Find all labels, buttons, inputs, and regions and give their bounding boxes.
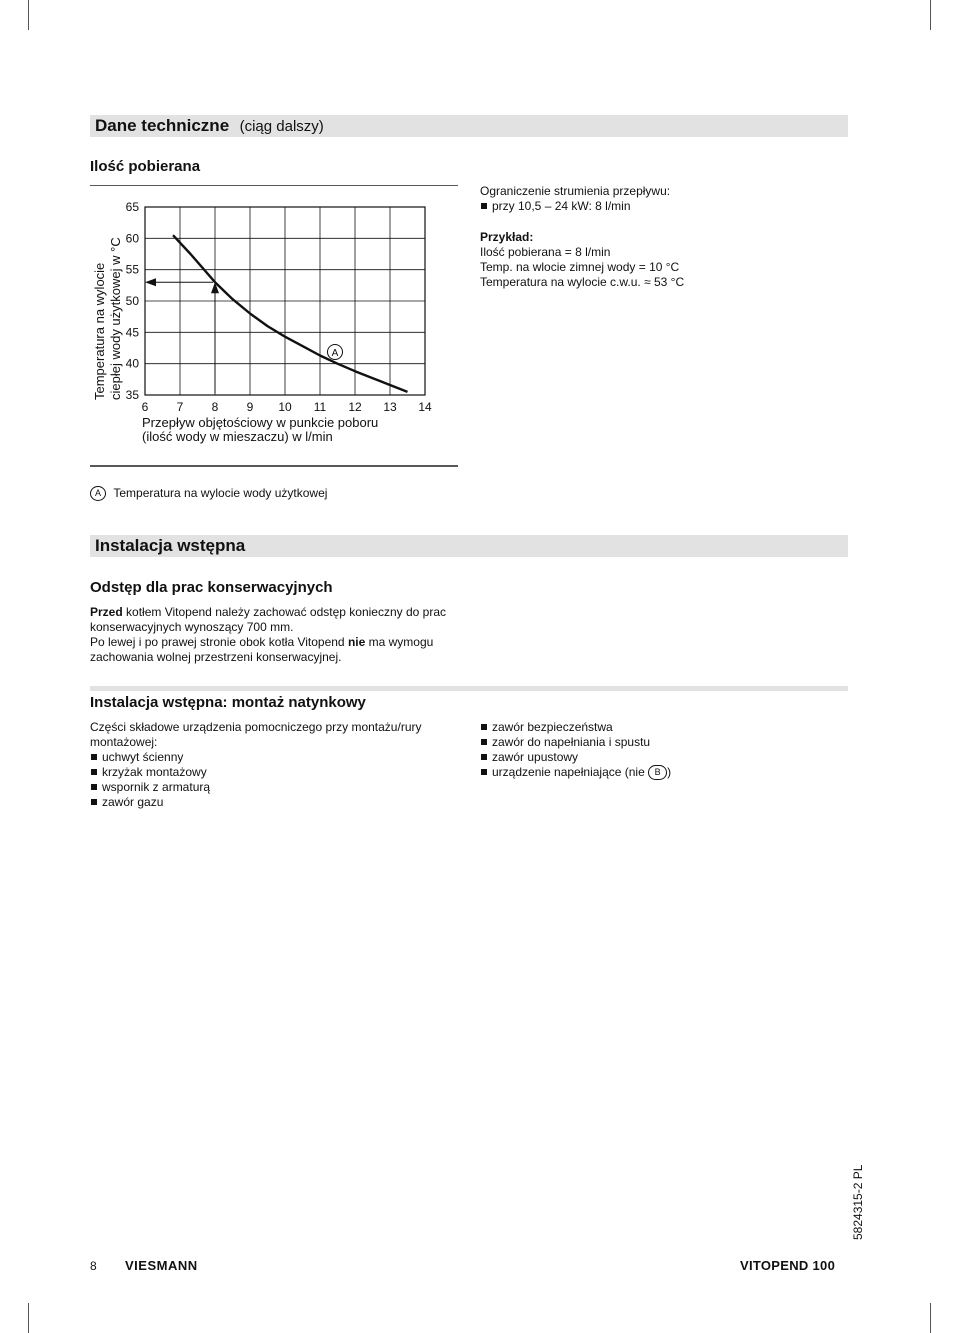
components-left-list	[90, 750, 460, 810]
page-subtitle: (ciąg dalszy)	[239, 118, 324, 135]
y-axis-label-line1: Temperatura na wylocie	[92, 262, 107, 400]
y-tick-label: 50	[125, 294, 139, 308]
p2-end: ma wymogu zachowania wolnej przestrzeni konserwacyjnej.	[90, 635, 434, 664]
section-heading-clearance: Odstęp dla prac konserwacyjnych	[90, 579, 333, 596]
y-tick-label: 40	[125, 356, 139, 371]
limit-item: przy 10,5 – 24 kW: 8 l/min	[480, 199, 840, 214]
limit-title: Ograniczenie strumienia przepływu:	[480, 184, 671, 198]
crop-mark-top-left	[28, 0, 29, 30]
chart-legend	[90, 486, 327, 501]
y-tick-label: 35	[125, 388, 139, 402]
x-tick-label: 13	[383, 400, 397, 414]
x-tick-label: 6	[141, 400, 149, 414]
section-heading-quantity: Ilość pobierana	[90, 158, 201, 175]
y-tick-label: 55	[125, 262, 139, 277]
series-line-a	[173, 235, 408, 392]
legend-text: Temperatura na wylocie wody użytkowej	[113, 486, 328, 500]
clearance-paragraph-2	[90, 635, 460, 665]
x-tick-label: 9	[246, 400, 254, 414]
page-number: 8	[90, 1259, 97, 1273]
example-lines	[480, 245, 840, 290]
section-heading-surface-mount: Instalacja wstępna: montaż natynkowy	[90, 694, 366, 711]
key-b-symbol: B	[648, 765, 667, 780]
x-tick-label: 11	[313, 400, 327, 414]
p2-bold: nie	[347, 635, 366, 649]
aside-notes	[480, 184, 840, 290]
clearance-paragraph-1	[90, 605, 460, 635]
components-intro: Części składowe urządzenia pomocniczego przy montażu/rury montażowej:	[90, 720, 422, 749]
page-header	[95, 116, 324, 136]
p2-start: Po lewej i po prawej stronie obok kotła Vitopend	[90, 635, 348, 649]
section-title-installation: Instalacja wstępna	[95, 536, 246, 555]
components-right	[480, 720, 840, 780]
list-item	[480, 765, 840, 780]
crop-mark-bottom-right	[930, 1303, 931, 1333]
curve-marker	[328, 345, 343, 360]
list-item: zawór upustowy	[480, 750, 840, 765]
x-tick-label: 8	[211, 400, 219, 414]
x-tick-label: 10	[278, 400, 292, 414]
y-axis-label-line2: ciepłej wody użytkowej w °C	[108, 237, 123, 400]
x-axis-label-line1: Przepływ objętościowy w punkcie poboru	[142, 415, 379, 430]
list-item: Temperatura na wylocie c.w.u. ≈ 53 °C	[480, 275, 685, 289]
example-title: Przykład:	[480, 230, 534, 244]
components-right-list	[480, 720, 840, 765]
list-item: uchwyt ścienny	[90, 750, 460, 765]
section-bar-surface-mount	[90, 686, 848, 691]
brand-logo: VIESMANN	[125, 1258, 198, 1273]
x-tick-label: 7	[176, 400, 184, 414]
crop-mark-bottom-left	[28, 1303, 29, 1333]
list-item: krzyżak montażowy	[90, 765, 460, 780]
list-item: Temp. na wlocie zimnej wody = 10 °C	[480, 260, 680, 274]
last-item-text: urządzenie napełniające (nie	[492, 765, 645, 779]
document-code: 5824315-2 PL	[851, 1164, 865, 1240]
y-tick-label: 65	[125, 200, 139, 214]
y-tick-label: 45	[125, 325, 139, 340]
p1-rest: kotłem Vitopend należy zachować odstęp konieczny do prac konserwacyjnych wynoszący 700 mm.	[90, 605, 446, 634]
list-item: zawór bezpieczeństwa	[480, 720, 840, 735]
p1-bold: Przed	[90, 605, 123, 619]
crop-mark-top-right	[930, 0, 931, 30]
temperature-chart	[90, 185, 460, 470]
x-axis-label-line2: (ilość wody w mieszaczu) w l/min	[142, 429, 333, 444]
list-item: zawór do napełniania i spustu	[480, 735, 840, 750]
y-tick-label: 60	[125, 231, 139, 246]
curve-marker-label: A	[331, 348, 339, 359]
clearance-text	[90, 605, 460, 665]
list-item: wspornik z armaturą	[90, 780, 460, 795]
example-arrowhead-left	[145, 278, 156, 286]
x-tick-label: 14	[418, 400, 432, 414]
last-item-close: )	[667, 765, 672, 779]
list-item: zawór gazu	[90, 795, 460, 810]
legend-key: A	[90, 486, 106, 501]
components-left	[90, 720, 460, 810]
list-item: Ilość pobierana = 8 l/min	[480, 245, 611, 259]
page-title: Dane techniczne	[95, 116, 230, 135]
x-tick-label: 12	[348, 400, 362, 414]
product-name: VITOPEND 100	[740, 1258, 836, 1273]
